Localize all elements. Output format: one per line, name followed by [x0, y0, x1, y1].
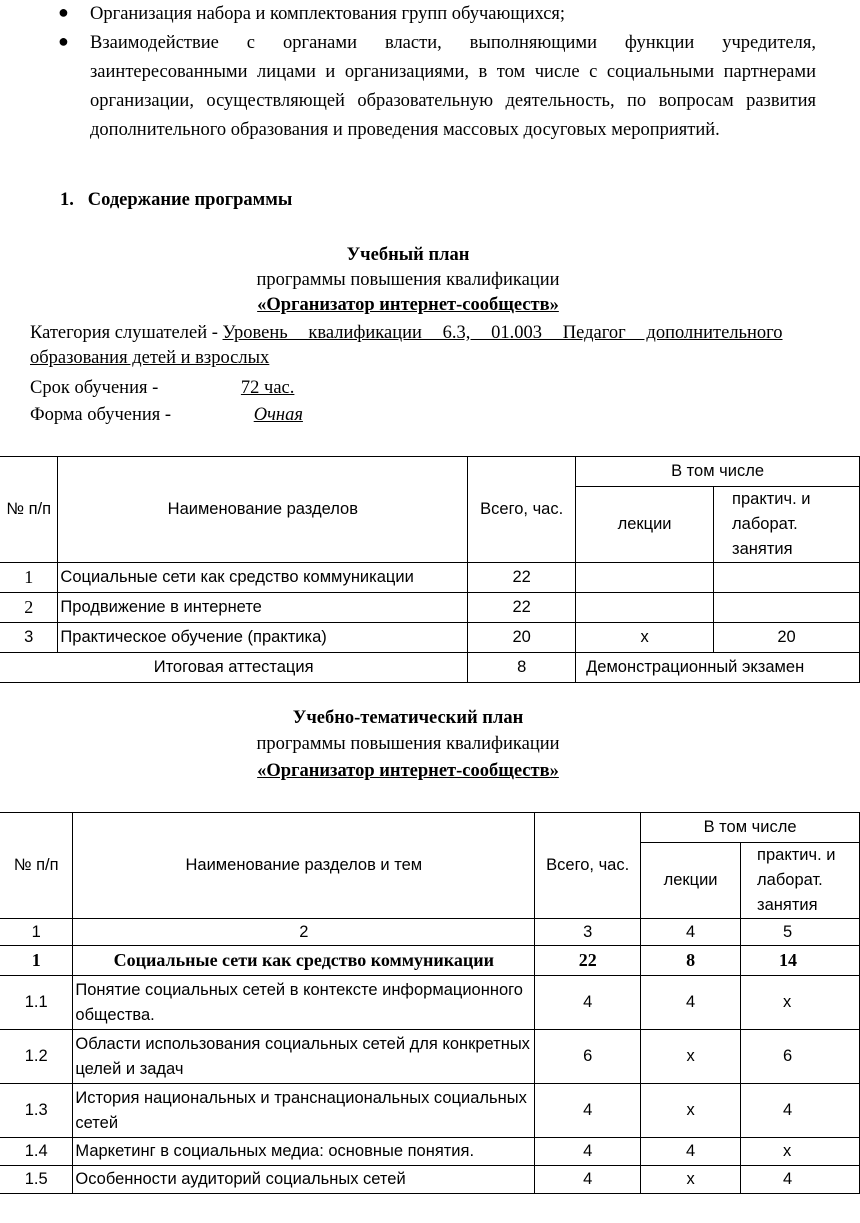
category-line-2: [30, 348, 804, 369]
plan-title: Учебный план: [346, 245, 470, 265]
duration-label: Срок обучения -: [30, 378, 163, 398]
header-including: В том числе: [641, 813, 860, 843]
topic-practice: 4: [741, 1166, 860, 1194]
topic-num: 1.5: [0, 1166, 73, 1194]
row-name: Продвижение в интернете: [58, 593, 468, 623]
category-label: Категория слушателей -: [30, 323, 223, 343]
row-practice: [714, 593, 860, 623]
row-total: 22: [468, 593, 576, 623]
final-attestation-total: 8: [468, 653, 576, 683]
topic-lectures: х: [641, 1084, 741, 1138]
topic-practice: 6: [741, 1030, 860, 1084]
header-lectures: лекции: [641, 843, 741, 919]
header-lectures: лекции: [576, 487, 714, 563]
header-name: Наименование разделов и тем: [73, 813, 535, 919]
row-practice: [714, 563, 860, 593]
thematic-table-wrap: [0, 812, 836, 1223]
plan2-program: «Организатор интернет-сообществ»: [257, 761, 559, 781]
col-number: 2: [73, 919, 535, 946]
bullet-icon: ●: [58, 2, 69, 22]
topic-name: Понятие социальных сетей в контексте информационного общества.: [73, 976, 535, 1030]
plan2-subtitle: программы повышения квалификации: [256, 734, 560, 754]
topic-practice: 4: [741, 1084, 860, 1138]
row-lectures: х: [576, 623, 714, 653]
category-value-2: образования детей и взрослых: [30, 348, 270, 368]
header-num: № п/п: [0, 457, 58, 563]
header-total: Всего, час.: [468, 457, 576, 563]
topic-total: 4: [535, 976, 641, 1030]
topic-lectures: 4: [641, 976, 741, 1030]
topic-name: Особенности аудиторий социальных сетей: [73, 1166, 535, 1194]
row-lectures: [576, 563, 714, 593]
row-num: 3: [0, 623, 58, 653]
section-heading: [60, 190, 292, 211]
row-name: Практическое обучение (практика): [58, 623, 468, 653]
category-value: Уровень квалификации 6.3, 01.003 Педагог дополнительного: [222, 323, 783, 343]
col-number: 3: [535, 919, 641, 946]
topic-num: 1.2: [0, 1030, 73, 1084]
topic-num: 1.1: [0, 976, 73, 1030]
form-label: Форма обучения -: [30, 405, 176, 425]
section-row-name: Социальные сети как средство коммуникации: [73, 946, 535, 976]
duration-line: [30, 378, 359, 399]
topic-lectures: х: [641, 1166, 741, 1194]
topic-name: Области использования социальных сетей для конкретных целей и задач: [73, 1030, 535, 1084]
section-row-practice: 14: [741, 946, 860, 976]
plan2-title: Учебно-тематический план: [292, 708, 524, 728]
category-line: [30, 323, 783, 344]
col-number: 4: [641, 919, 741, 946]
topic-total: 6: [535, 1030, 641, 1084]
section-row-num: 1: [0, 946, 73, 976]
header-total: Всего, час.: [535, 813, 641, 919]
bullet-icon: ●: [58, 31, 69, 51]
topic-total: 4: [535, 1084, 641, 1138]
topic-practice: х: [741, 976, 860, 1030]
section-row-total: 22: [535, 946, 641, 976]
row-practice: 20: [714, 623, 860, 653]
section-row-lectures: 8: [641, 946, 741, 976]
plan-program: «Организатор интернет-сообществ»: [257, 295, 559, 315]
topic-practice: х: [741, 1138, 860, 1166]
topic-name: История национальных и транснациональных социальных сетей: [73, 1084, 535, 1138]
header-including: В том числе: [576, 457, 860, 487]
row-num: 1: [0, 563, 58, 593]
header-name: Наименование разделов: [58, 457, 468, 563]
topic-num: 1.3: [0, 1084, 73, 1138]
header-num: № п/п: [0, 813, 73, 919]
topic-total: 4: [535, 1138, 641, 1166]
row-num: 2: [0, 593, 58, 623]
curriculum-table-wrap: [0, 456, 816, 681]
row-total: 22: [468, 563, 576, 593]
bullet-item: Взаимодействие с органами власти, выполняющими функции учредителя, заинтересованными лицами и организациями, в том числе с социальными партнерами организации, осуществляющей образовательную деятельность, по вопросам развития дополнительного образования и проведения массовых досуговых мероприятий.: [90, 33, 816, 140]
col-number: 5: [741, 919, 860, 946]
topic-total: 4: [535, 1166, 641, 1194]
thematic-table: [0, 812, 860, 1194]
header-practice: практич. и лаборат. занятия: [741, 843, 860, 919]
row-lectures: [576, 593, 714, 623]
form-value: Очная: [253, 405, 303, 425]
topic-num: 1.4: [0, 1138, 73, 1166]
topic-name: Маркетинг в социальных медиа: основные понятия.: [73, 1138, 535, 1166]
duration-value: 72 час.: [240, 378, 295, 398]
final-attestation-form: Демонстрационный экзамен: [576, 653, 860, 683]
section-title: Содержание программы: [87, 190, 293, 210]
row-total: 20: [468, 623, 576, 653]
topic-lectures: 4: [641, 1138, 741, 1166]
curriculum-table: [0, 456, 860, 683]
plan-subtitle: программы повышения квалификации: [256, 270, 560, 290]
topic-lectures: х: [641, 1030, 741, 1084]
header-practice: практич. и лаборат. занятия: [714, 487, 860, 563]
section-number: 1.: [60, 190, 74, 210]
row-name: Социальные сети как средство коммуникации: [58, 563, 468, 593]
col-number: 1: [0, 919, 73, 946]
final-attestation-label: Итоговая аттестация: [0, 653, 468, 683]
bullet-item: Организация набора и комплектования групп обучающихся;: [90, 4, 566, 24]
form-line: [30, 405, 372, 426]
